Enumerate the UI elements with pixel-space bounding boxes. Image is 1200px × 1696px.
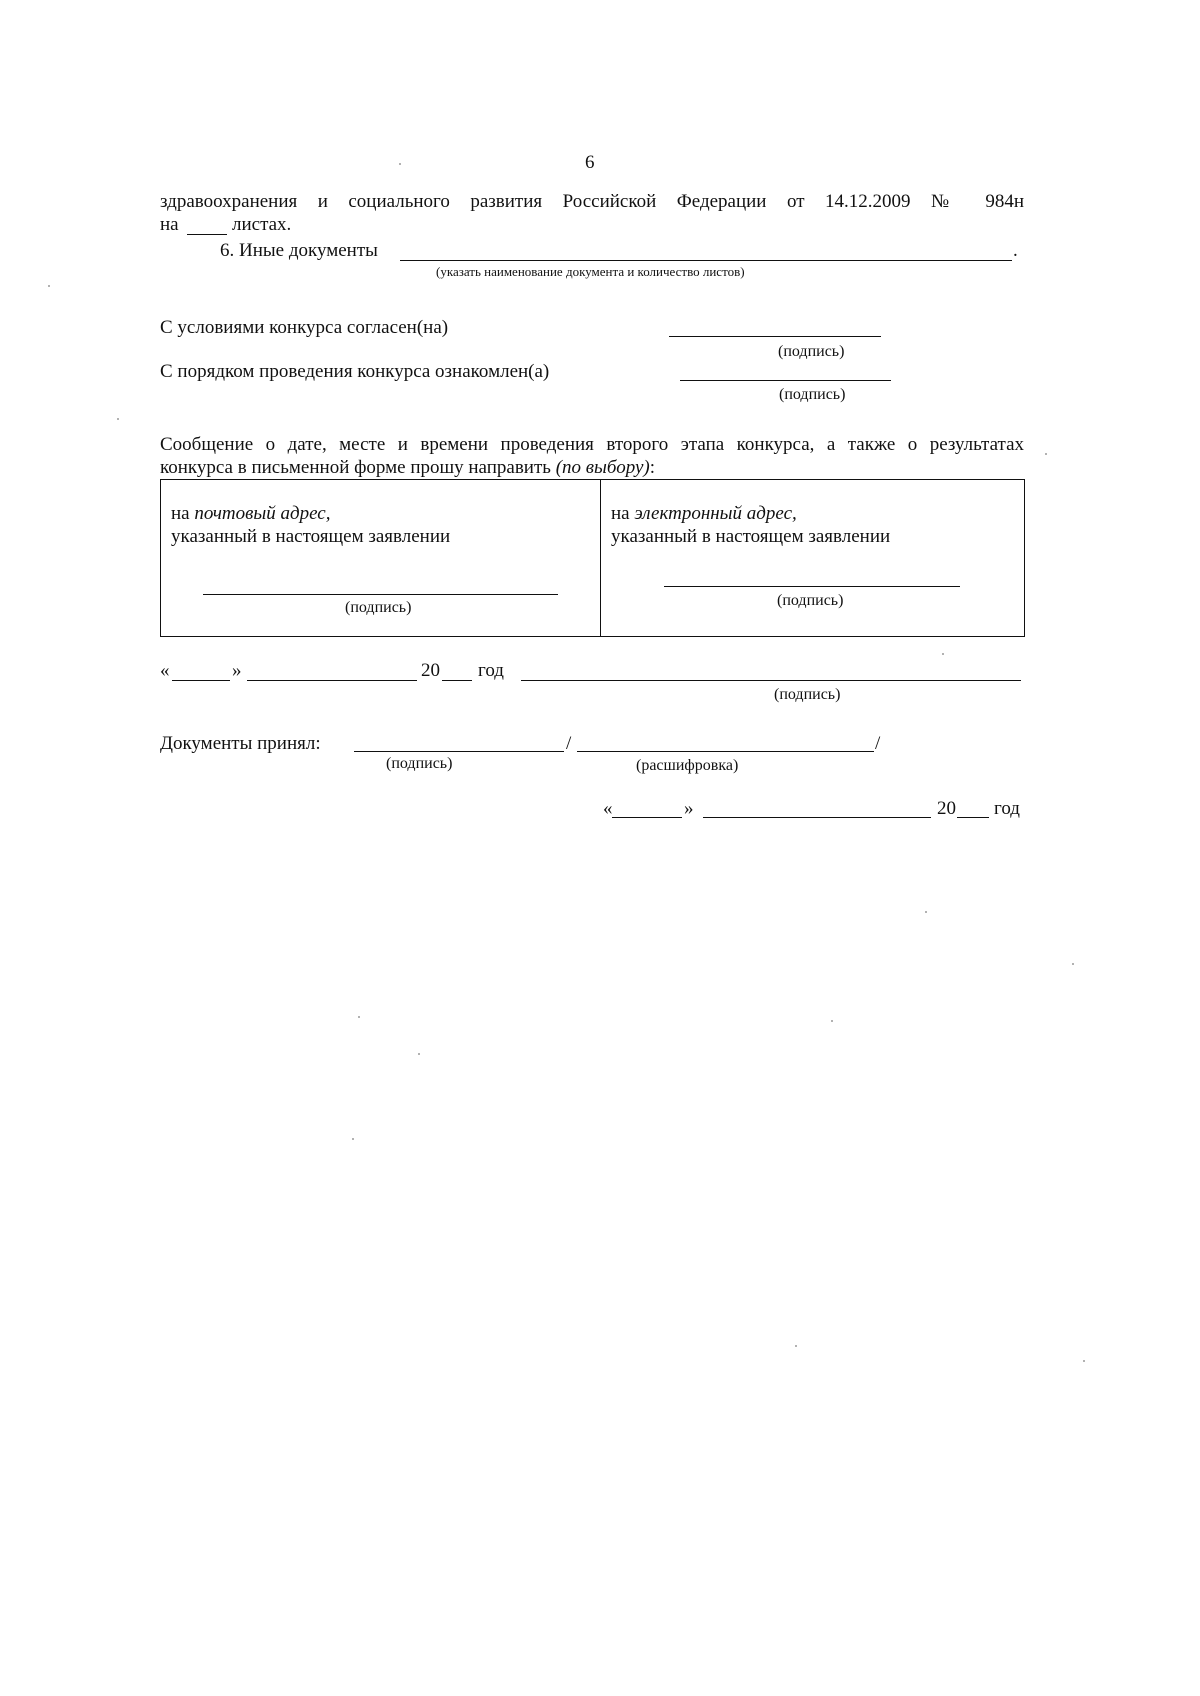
intro-line-2-prefix: на xyxy=(160,214,179,235)
agreement-conditions-text: С условиями конкурса согласен(на) xyxy=(160,317,449,338)
accepted-label: Документы принял: xyxy=(160,733,321,754)
date-open-quote: « xyxy=(160,660,170,681)
accepted-slash-2: / xyxy=(875,733,881,754)
message-line-2-text: конкурса в письменной форме прошу направить xyxy=(160,457,551,478)
accepted-decode-line[interactable] xyxy=(577,751,874,752)
agreement-conditions-signature-hint: (подпись) xyxy=(778,343,845,360)
intro-line-1: здравоохранения и социального развития Российской Федерации от 14.12.2009 № 984н xyxy=(160,191,1024,212)
agreement-procedure-signature-hint: (подпись) xyxy=(779,386,846,403)
scan-speck xyxy=(352,1138,354,1140)
date-year-prefix: 20 xyxy=(421,660,440,681)
final-date-year-word: год xyxy=(994,798,1020,819)
option-email-signature-hint: (подпись) xyxy=(777,592,844,609)
option-postal-signature-line[interactable] xyxy=(203,594,558,595)
scan-speck xyxy=(1045,453,1047,455)
final-date-close-quote: » xyxy=(684,798,694,819)
option-email-line-2: указанный в настоящем заявлении xyxy=(611,526,891,547)
date-year-word: год xyxy=(478,660,504,681)
intro-line-2-suffix: листах. xyxy=(232,214,292,235)
scan-speck xyxy=(117,418,119,420)
final-date-day-blank[interactable] xyxy=(612,817,682,818)
final-date-year-prefix: 20 xyxy=(937,798,956,819)
agreement-procedure-signature-line[interactable] xyxy=(680,380,891,381)
accepted-signature-line[interactable] xyxy=(354,751,564,752)
option-email-italic: электронный адрес, xyxy=(634,503,797,524)
option-postal-signature-hint: (подпись) xyxy=(345,599,412,616)
final-date-year-blank[interactable] xyxy=(957,817,989,818)
message-line-1: Сообщение о дате, месте и времени проведения второго этапа конкурса, а также о результатах xyxy=(160,434,1024,455)
scan-speck xyxy=(925,911,927,913)
option-postal-line-1 xyxy=(171,503,331,525)
option-email-line-1 xyxy=(611,503,797,525)
accepted-signature-hint: (подпись) xyxy=(386,755,453,772)
accepted-slash-1: / xyxy=(566,733,572,754)
delivery-options-table-underline xyxy=(160,479,730,480)
date-close-quote: » xyxy=(232,660,242,681)
sheets-count-blank[interactable] xyxy=(187,234,227,235)
other-documents-hint: (указать наименование документа и количество листов) xyxy=(436,264,745,279)
date-signature-hint: (подпись) xyxy=(774,686,841,703)
scan-speck xyxy=(831,1020,833,1022)
final-date-open-quote: « xyxy=(603,798,613,819)
other-documents-end-mark: . xyxy=(1013,240,1018,261)
accepted-decode-hint: (расшифровка) xyxy=(636,757,739,774)
option-postal-italic: почтовый адрес, xyxy=(194,503,331,524)
agreement-procedure-text: С порядком проведения конкурса ознакомлен(а) xyxy=(160,361,550,382)
scan-speck xyxy=(795,1345,797,1347)
date-day-blank[interactable] xyxy=(172,680,230,681)
option-email-prefix: на xyxy=(611,503,630,524)
other-documents-label: 6. Иные документы xyxy=(220,240,378,261)
scan-speck xyxy=(418,1053,420,1055)
scan-speck xyxy=(1072,963,1074,965)
scan-speck xyxy=(399,163,401,165)
message-line-2-colon: : xyxy=(649,457,655,478)
message-line-2 xyxy=(160,457,655,479)
page-number: 6 xyxy=(585,152,595,173)
agreement-conditions-signature-line[interactable] xyxy=(669,336,881,337)
message-line-2-italic: (по выбору) xyxy=(555,457,650,478)
scan-speck xyxy=(1083,1360,1085,1362)
option-email-signature-line[interactable] xyxy=(664,586,960,587)
final-date-month-blank[interactable] xyxy=(703,817,931,818)
scan-speck xyxy=(48,285,50,287)
option-postal-prefix: на xyxy=(171,503,190,524)
delivery-options-divider xyxy=(600,480,601,636)
option-postal-line-2: указанный в настоящем заявлении xyxy=(171,526,451,547)
date-signature-line[interactable] xyxy=(521,680,1021,681)
scan-speck xyxy=(942,653,944,655)
date-year-blank[interactable] xyxy=(442,680,472,681)
other-documents-blank[interactable] xyxy=(400,260,1012,261)
scan-speck xyxy=(358,1016,360,1018)
date-month-blank[interactable] xyxy=(247,680,417,681)
